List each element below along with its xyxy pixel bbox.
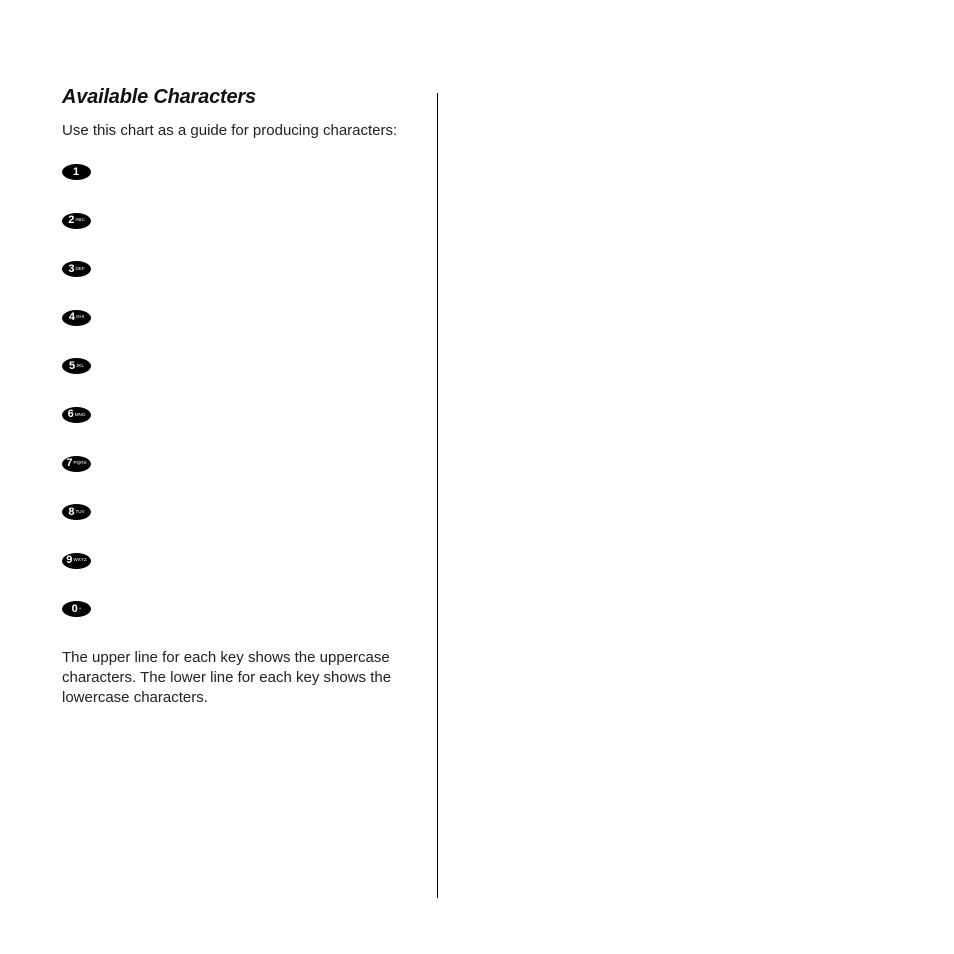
explanation-text: The upper line for each key shows the uppercase characters. The lower line for each key shows the lowercase characters. — [62, 649, 392, 706]
keypad-1-icon: 1 — [62, 164, 91, 180]
intro-text: Use this chart as a guide for producing characters: — [62, 122, 398, 139]
keypad-7-icon: 7 PQRS — [62, 456, 91, 472]
keypad-4-icon: 4 GHI — [62, 310, 91, 326]
keypad-8-icon: 8 TUV — [62, 504, 91, 520]
keypad-0-icon: 0 + — [62, 601, 91, 617]
keypad-3-icon: 3 DEF — [62, 261, 91, 277]
keypad-6-icon: 6 MNO — [62, 407, 91, 423]
column-divider — [437, 93, 438, 898]
keypad-5-icon: 5 JKL — [62, 358, 91, 374]
keypad-9-icon: 9 WXYZ — [62, 553, 91, 569]
keypad-2-icon: 2 ABC — [62, 213, 91, 229]
section-title: Available Characters — [62, 86, 256, 108]
